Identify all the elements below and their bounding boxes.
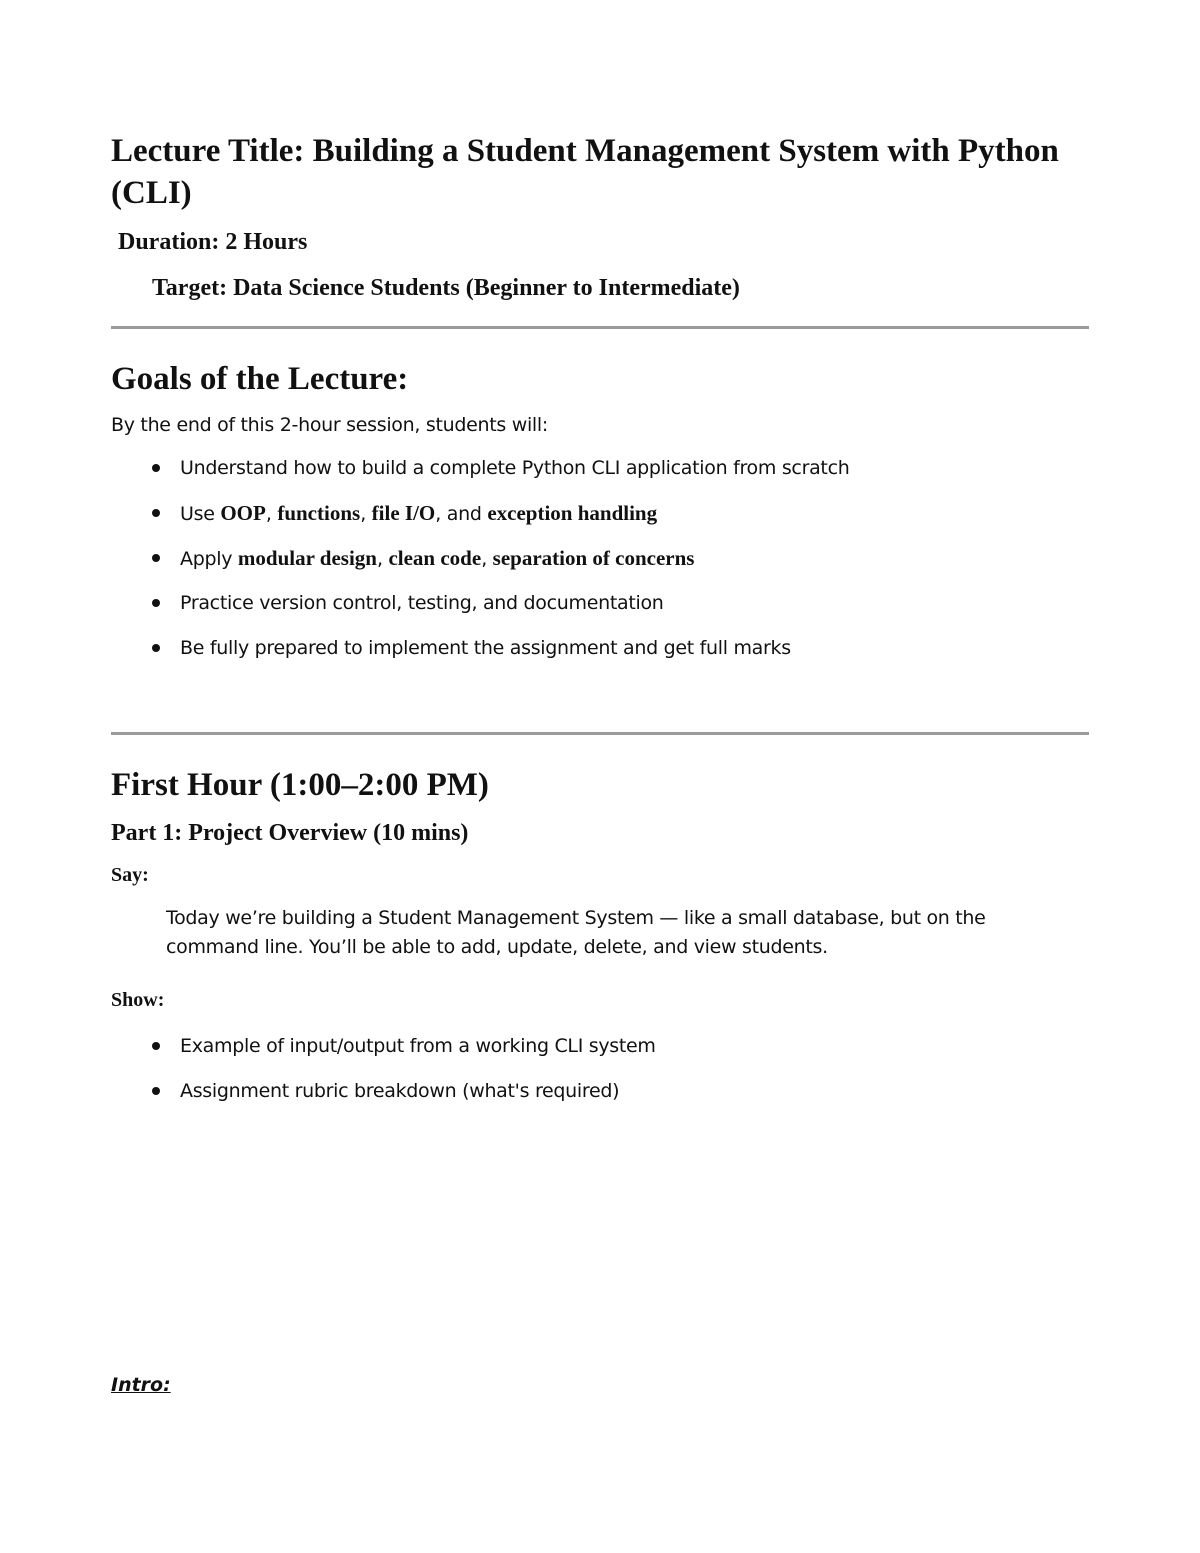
list-item: Apply modular design, clean code, separation of concerns	[152, 544, 849, 589]
bullet-icon	[152, 554, 160, 562]
list-item: Understand how to build a complete Python CLI application from scratch	[152, 454, 849, 499]
goals-list	[152, 454, 849, 679]
bullet-icon	[152, 599, 160, 607]
say-text: Today we’re building a Student Management System — like a small database, but on the command line. You’ll be able to add, update, delete, and view students.	[166, 907, 986, 958]
list-item: Practice version control, testing, and documentation	[152, 589, 849, 634]
goals-intro: By the end of this 2-hour session, students will:	[111, 414, 548, 436]
intro-label: Intro:	[111, 1374, 171, 1396]
say-label: Say:	[111, 864, 149, 886]
horizontal-rule	[111, 732, 1089, 735]
list-item: Use OOP, functions, file I/O, and exception handling	[152, 499, 849, 544]
show-list	[152, 1032, 656, 1122]
list-item: Assignment rubric breakdown (what's required)	[152, 1077, 656, 1122]
target-line: Target: Data Science Students (Beginner to Intermediate)	[152, 275, 740, 301]
horizontal-rule	[111, 326, 1089, 329]
goals-heading: Goals of the Lecture:	[111, 361, 409, 397]
lecture-title: Lecture Title: Building a Student Management System with Python (CLI)	[111, 133, 1059, 211]
bullet-icon	[152, 509, 160, 517]
duration-line: Duration: 2 Hours	[118, 229, 308, 255]
show-label: Show:	[111, 989, 165, 1011]
part1-heading: Part 1: Project Overview (10 mins)	[111, 820, 469, 846]
bullet-icon	[152, 1087, 160, 1095]
first-hour-heading: First Hour (1:00–2:00 PM)	[111, 767, 489, 803]
bullet-icon	[152, 644, 160, 652]
bullet-icon	[152, 464, 160, 472]
list-item: Be fully prepared to implement the assignment and get full marks	[152, 634, 849, 679]
list-item: Example of input/output from a working CLI system	[152, 1032, 656, 1077]
bullet-icon	[152, 1042, 160, 1050]
